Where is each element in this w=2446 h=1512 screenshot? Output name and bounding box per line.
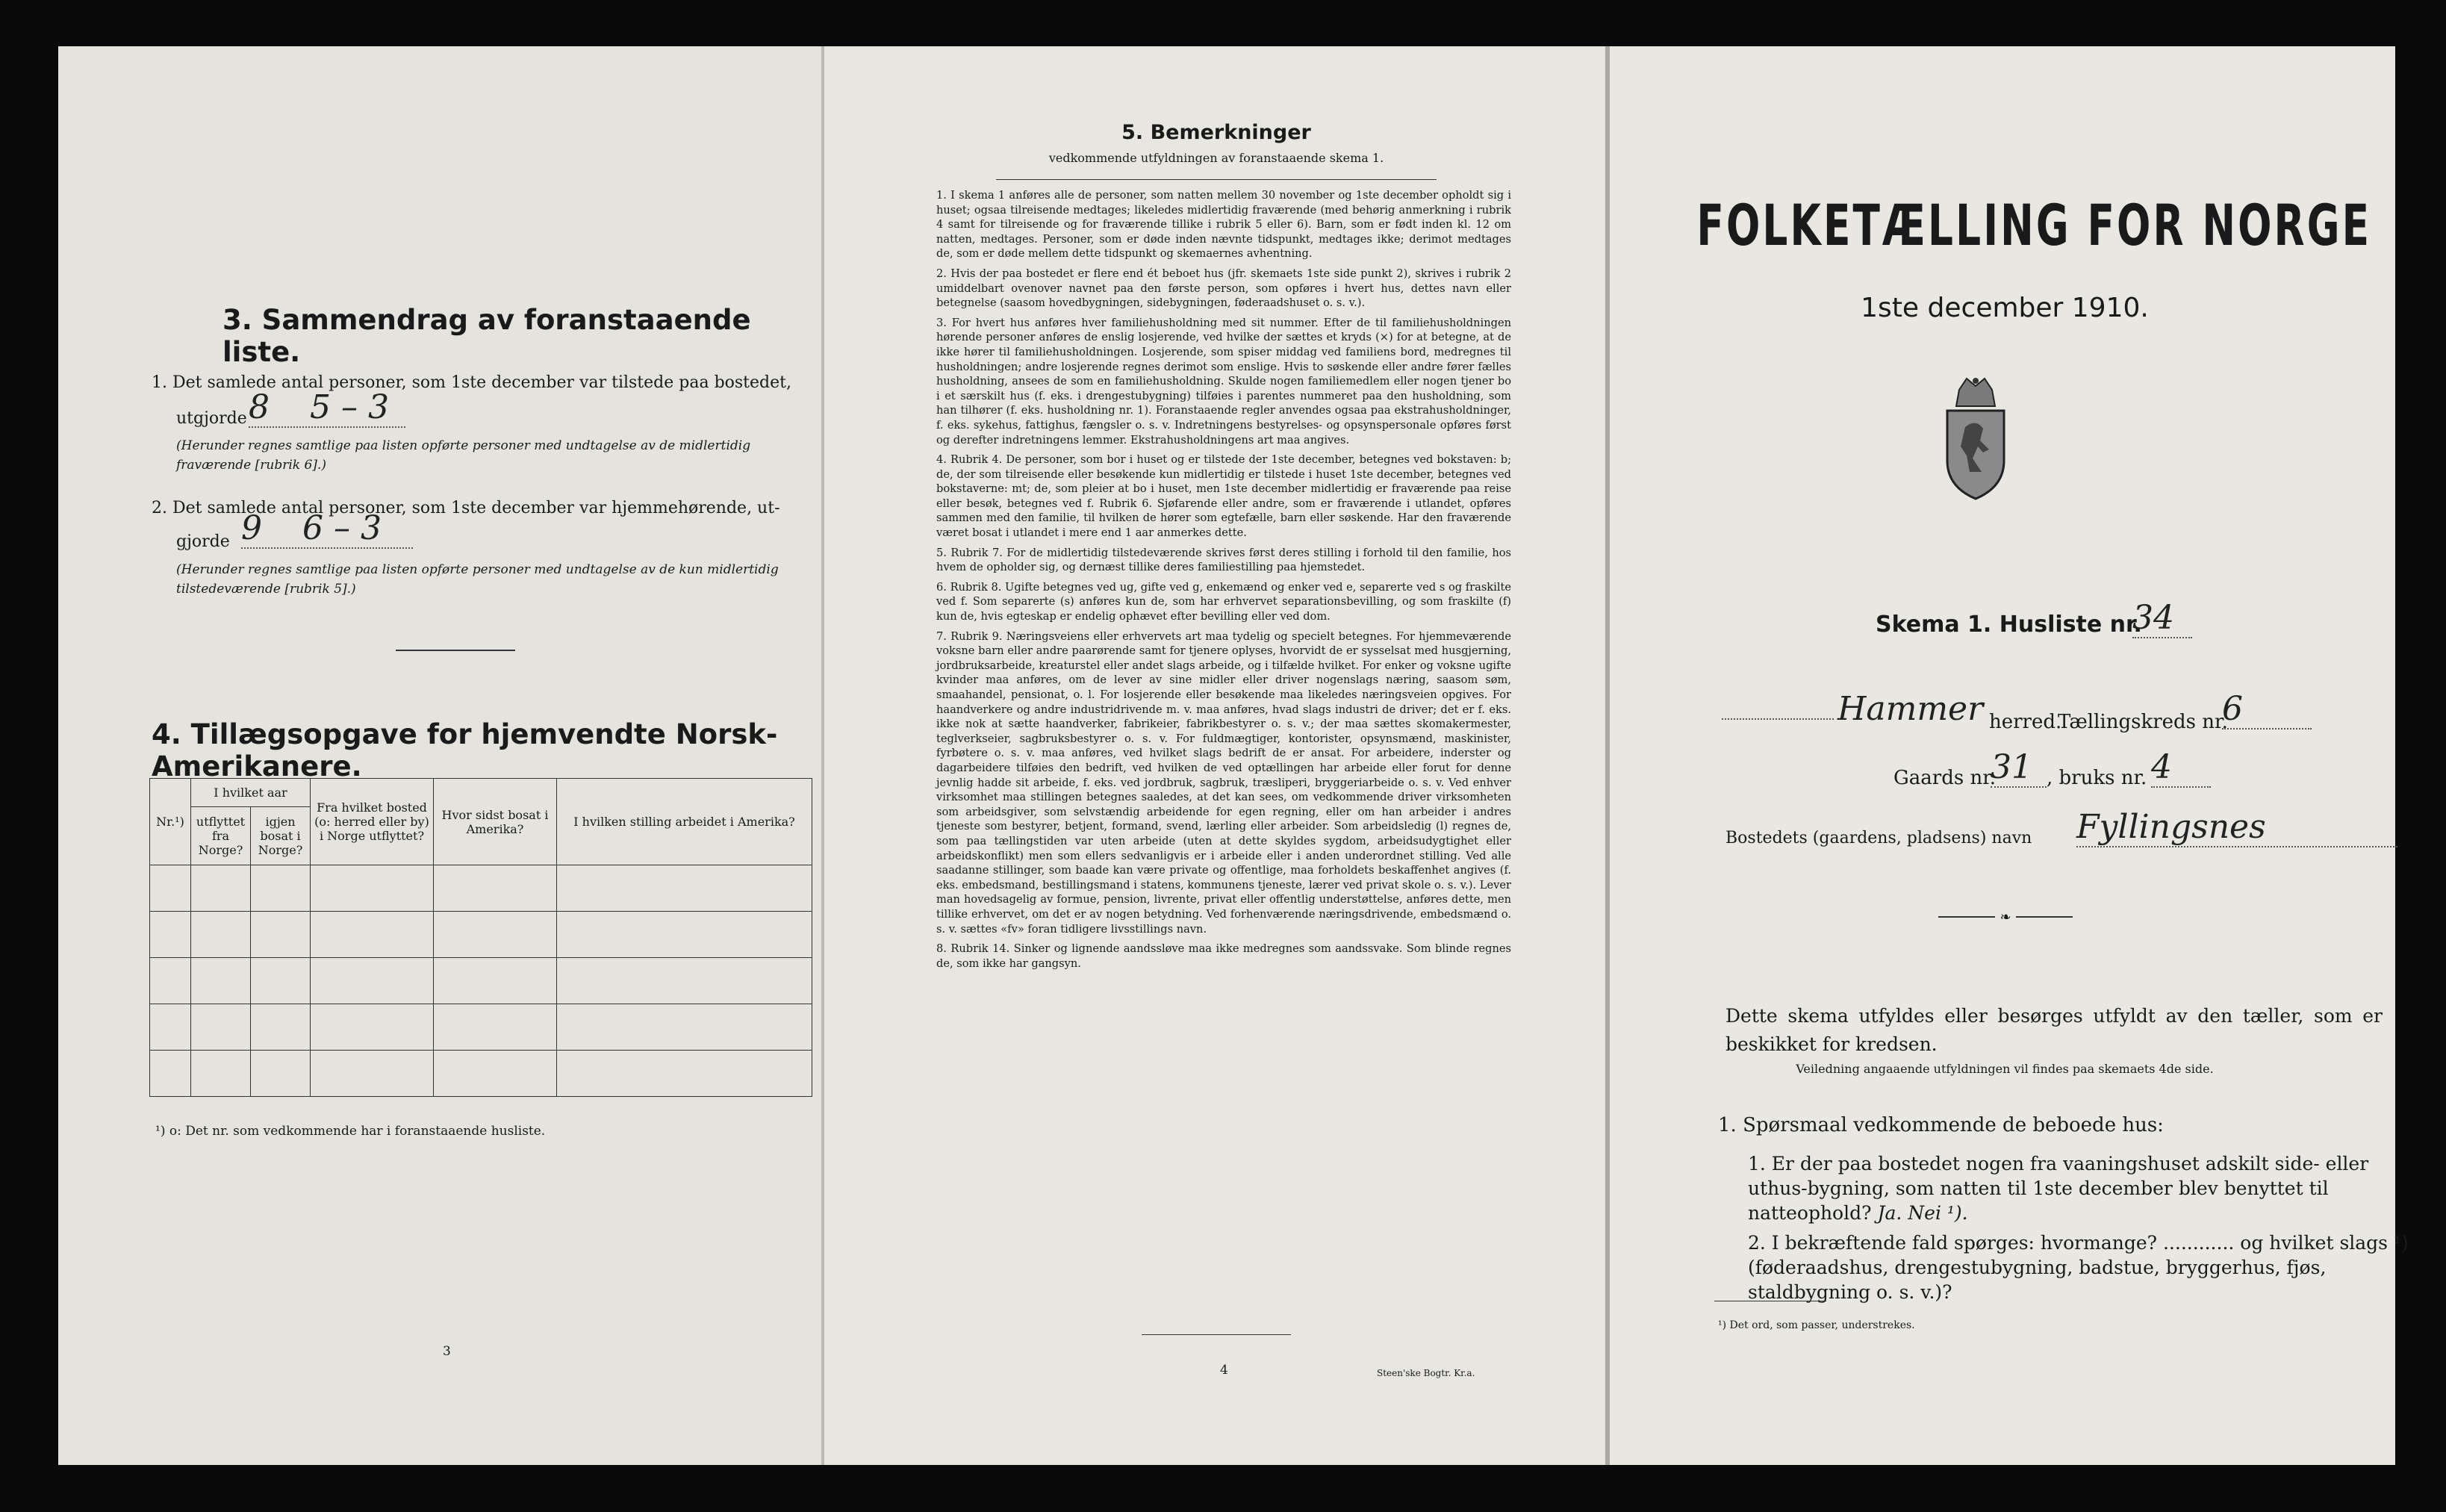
- coat-of-arms-icon: [1937, 375, 2014, 502]
- question-1-text: 1. Er der paa bostedet nogen fra vaaningshuset adskilt side- eller uthus-bygning, som natten til 1ste december blev benyttet til natteophold?: [1748, 1153, 2369, 1224]
- remark-item-2: 2. Hvis der paa bostedet er flere end ét beboet hus (jfr. skemaets 1ste side punkt 2), skrives i rubrik 2 umiddelbart ovenover navnet paa den første person, som opføres i hvert hus, dettes navn eller betegnelse (saasom hovedbygningen, sidebygningen, føderaadshuset o. s. v.).: [936, 267, 1511, 310]
- bosted-value: Fyllingsnes: [2076, 808, 2397, 847]
- col-returned: igjen bosat i Norge?: [251, 807, 311, 865]
- q1-prefix: utgjorde: [176, 409, 247, 428]
- q2-prefix: gjorde: [176, 532, 230, 551]
- schema-label: Skema 1. Husliste nr.: [1876, 612, 2142, 638]
- table-row: [150, 865, 812, 912]
- table-row: [150, 1051, 812, 1097]
- gaards-value: 31: [1991, 748, 2047, 788]
- q2-total: 9: [241, 509, 262, 547]
- page-right: [1605, 46, 2409, 1465]
- section-4-title: 4. Tillægsopgave for hjemvendte Norsk-Amerikanere.: [152, 718, 778, 783]
- question-1: [1748, 1151, 2431, 1225]
- questions-heading: 1. Spørsmaal vedkommende de beboede hus:: [1718, 1114, 2164, 1136]
- section-3-title: 3. Sammendrag av foranstaaende liste.: [222, 304, 751, 368]
- right-footnote: ¹) Det ord, som passer, understrekes.: [1718, 1319, 1915, 1331]
- divider: [996, 179, 1437, 180]
- krets-value: 6: [2222, 690, 2312, 729]
- question-1-answer: Ja. Nei ¹).: [1877, 1202, 1968, 1224]
- page-middle: [821, 46, 1605, 1465]
- remark-item-1: 1. I skema 1 anføres alle de personer, som natten mellem 30 november og 1ste december opholdt sig i huset; ogsaa tilreisende medtages; likeledes midlertidig fraværende (med behørig anmerkning i rubrik 4 samt for tilreisende og for fraværende tillike i rubrik 5 eller 6). Barn, som er født inden kl. 12 om natten, medtages. Personer, som er døde inden nævnte tidspunkt, medtages ikke; derimot medtages de, som er døde mellem dette tidspunkt og skemaernes avhentning.: [936, 189, 1511, 261]
- remark-item-5: 5. Rubrik 7. For de midlertidig tilstedeværende skrives først deres stilling i forhold til den familie, hos hvem de opholder sig, og dernæst tillike deres familiestilling paa hjemstedet.: [936, 546, 1511, 574]
- col-emigrated: utflyttet fra Norge?: [191, 807, 251, 865]
- page-number-middle: 4: [1220, 1363, 1228, 1378]
- norsk-amerikanere-table: [149, 778, 812, 1097]
- veiledning-text: Veiledning angaaende utfyldningen vil findes paa skemaets 4de side.: [1796, 1062, 2214, 1076]
- printer-mark: Steen'ske Bogtr. Kr.a.: [1377, 1368, 1475, 1378]
- remarks-subtitle: vedkommende utfyldningen av foranstaaende skema 1.: [1048, 151, 1384, 165]
- q1-note: (Herunder regnes samtlige paa listen opførte personer med undtagelse av de midlertidig fraværende [rubrik 6].): [176, 438, 751, 473]
- dotted-lead: [1722, 703, 1834, 720]
- gaards-label: Gaards nr.: [1893, 767, 1997, 789]
- remark-item-4: 4. Rubrik 4. De personer, som bor i huset og er tilstede der 1ste december, betegnes ved bokstaven: b; de, der som tilreisende eller besøkende kun midlertidig er tilstede i huset 1ste december, betegnes ved bokstaverne: mt; de, som pleier at bo i huset, men 1ste december midlertidig er fraværende paa reise eller besøk, betegnes ved f. Rubrik 6. Sjøfarende eller andre, som er fraværende i utlandet, opføres sammen med den familie, til hvilken de hører som egtefælle, barn eller søskende. Har den fraværende været bosat i utlandet i mere end 1 aar anmerkes dette.: [936, 453, 1511, 540]
- col-nr: Nr.¹): [150, 779, 191, 865]
- census-date: 1ste december 1910.: [1861, 293, 2149, 323]
- intro-text: Dette skema utfyldes eller besørges utfyldt av den tæller, som er beskikket for kredsen.: [1725, 1005, 2383, 1055]
- table-footnote: ¹) o: Det nr. som vedkommende har i foranstaaende husliste.: [155, 1124, 546, 1139]
- q2-value: [241, 509, 413, 549]
- herred-value: Hammer: [1837, 690, 1984, 728]
- remarks-title: 5. Bemerkninger: [1121, 121, 1311, 144]
- bruks-label: , bruks nr.: [2047, 767, 2147, 789]
- q1-total: 8: [249, 388, 270, 426]
- remark-item-3: 3. For hvert hus anføres hver familiehusholdning med sit nummer. Efter de til familiehusholdningen hørende personer anføres de enslig losjerende, ved hvilke der sættes et kryds (×) for at betegne, at de ikke hører til familiehusholdningen. Losjerende, som spiser middag ved familiens bord, medregnes til husholdningen; andre losjerende regnes derimot som enslige. Hvis to søskende eller andre fører fælles husholdning, ansees de som en familiehusholdning. Skulde nogen familiemedlem eller nogen tjener bo i et særskilt hus (f. eks. i drengestubygning) tilføies i parentes nummeret paa den husholdning, som han tilhører (f. eks. husholdning nr. 1). Foranstaaende regler anvendes ogsaa paa ekstrahusholdninger, f. eks. sykehus, fattighus, fængsler o. s. v. Indretningens bestyrelses- og opsynspersonale opføres først og derefter indretningens lemmer. Ekstrahusholdningens art maa angives.: [936, 316, 1511, 447]
- bosted-label: Bostedets (gaardens, pladsens) navn: [1725, 829, 2032, 847]
- divider: [1142, 1334, 1291, 1335]
- remarks-list: [936, 188, 1511, 976]
- husliste-nr: 34: [2132, 599, 2192, 638]
- krets-label: Tællingskreds nr.: [2058, 711, 2228, 733]
- bruks-value: 4: [2151, 748, 2211, 788]
- remark-item-6: 6. Rubrik 8. Ugifte betegnes ved ug, gifte ved g, enkemænd og enker ved e, separerte ved s og fraskilte ved f. Som separerte (s) anføres kun de, som har erhvervet separationsbevilling, og som fraskilte (f) kun de, hvis egteskap er endelig ophævet efter bevilling eller ved dom.: [936, 580, 1511, 623]
- page-number-left: 3: [443, 1344, 451, 1359]
- page-left: [58, 46, 821, 1465]
- question-2: 2. I bekræftende fald spørges: hvormange? ............ og hvilket slags ¹) (føderaadshus, drengestubygning, badstue, bryggerhus, fjøs, staldbygning o. s. v.)?: [1748, 1232, 2409, 1303]
- q1-text: 1. Det samlede antal personer, som 1ste december var tilstede paa bostedet,: [152, 373, 791, 392]
- col-year-group: I hvilket aar: [191, 779, 311, 807]
- q2-text: 2. Det samlede antal personer, som 1ste december var hjemmehørende, ut-: [152, 499, 780, 517]
- divider: [396, 650, 515, 651]
- col-last-place: Hvor sidst bosat i Amerika?: [434, 779, 557, 865]
- q1-value: [249, 388, 405, 428]
- col-from-place: Fra hvilket bosted (o: herred eller by) i Norge utflyttet?: [311, 779, 434, 865]
- table-row: [150, 958, 812, 1004]
- q1-split: 5 – 3: [310, 388, 389, 426]
- herred-label: herred.: [1989, 711, 2062, 733]
- q2-split: 6 – 3: [302, 509, 382, 547]
- census-title: FOLKETÆLLING FOR NORGE: [1696, 192, 2372, 258]
- q2-note: (Herunder regnes samtlige paa listen opførte personer med undtagelse av de kun midlertidig tilstedeværende [rubrik 5].): [176, 562, 779, 597]
- table-row: [150, 1004, 812, 1051]
- table-row: [150, 912, 812, 958]
- remark-item-8: 8. Rubrik 14. Sinker og lignende aandssløve maa ikke medregnes som aandssvake. Som blinde regnes de, som ikke har gangsyn.: [936, 942, 1511, 970]
- col-occupation: I hvilken stilling arbeidet i Amerika?: [557, 779, 812, 865]
- ornament-divider: ❧: [1938, 916, 2073, 918]
- remark-item-7: 7. Rubrik 9. Næringsveiens eller erhvervets art maa tydelig og specielt betegnes. For hjemmeværende voksne barn eller andre paarørende samt for tjenere oplyses, hvorvidt de er sysselsat med husgjerning, jordbruksarbeide, kreaturstel eller andet slags arbeide, og i tilfælde hvilket. For enker og voksne ugifte kvinder maa anføres, om de lever av sine midler eller driver nogenslags næring, saasom søm, smaahandel, pensionat, o. l. For losjerende eller besøkende maa likeledes næringsveien opgives. For haandverkere og andre industridrivende m. v. maa anføres, hvad slags industri de driver; det er f. eks. ikke nok at sætte haandverker, fabrikeier, fabrikbestyrer o. s. v.; der maa sættes skomakermester, teglverkseier, sagbruksbestyrer o. s. v. For fuldmægtiger, kontorister, opsynsmænd, maskinister, fyrbøtere o. s. v. maa anføres, ved hvilket slags bedrift de er ansat. For arbeidere, inderster og dagarbeidere tilføies den bedrift, ved hvilken de ved optællingen har arbeide eller forut for denne jevnlig hadde sit arbeide, f. eks. ved jordbruk, sagbruk, træsliperi, bryggeriarbeide o. s. v. Ved enhver virksomhet maa stillingen betegnes saaledes, at det kan sees, om vedkommende driver virksomheten som arbeidsgiver, som selvstændig arbeidende for egen regning, eller om han arbeider i andres tjeneste som bestyrer, betjent, formand, svend, lærling eller arbeider. Som arbeidsledig (l) regnes de, som paa tællingstiden var uten arbeide (uten at dette skyldes sygdom, arbeidsudygtighet eller arbeidskonflikt) men som ellers sedvanligvis er i arbeide eller i anden underordnet stilling. Ved alle saadanne stillinger, som baade kan være private og offentlige, maa forholdets beskaffenhet angives (f. eks. embedsmand, bestillingsmand i statens, kommunens tjeneste, lærer ved privat skole o. s. v.). Lever man hovedsagelig av formue, pension, livrente, privat eller offentlig understøttelse, anføres dette, men tillike erhvervet, om det er av nogen betydning. Ved forhenværende næringsdrivende, embedsmænd o. s. v. sættes «fv» foran tidligere livsstillings navn.: [936, 629, 1511, 936]
